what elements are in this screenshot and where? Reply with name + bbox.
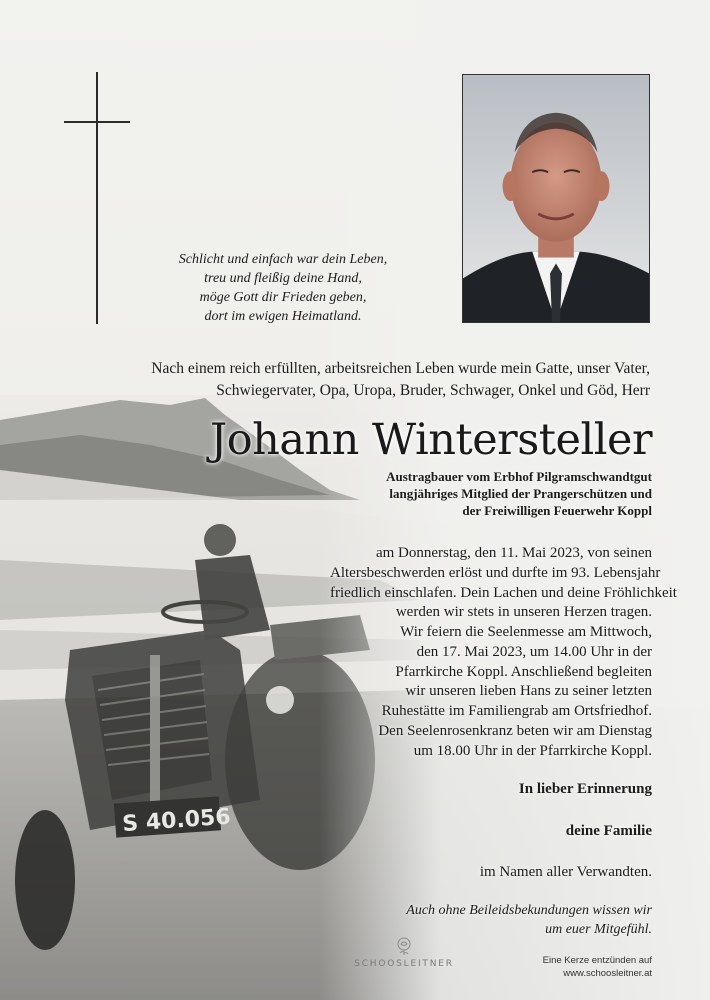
intro-text — [130, 358, 650, 402]
intro-line: Schwiegervater, Opa, Uropa, Bruder, Schwager, Onkel und Göd, Herr — [216, 382, 650, 399]
condolence-note — [330, 901, 652, 939]
poem-line: Schlicht und einfach war dein Leben, — [178, 252, 388, 267]
death-paragraph — [330, 544, 677, 623]
website-link[interactable]: www.schoosleitner.at — [563, 967, 652, 979]
cross-symbol — [64, 72, 130, 324]
candle-link[interactable] — [480, 955, 652, 980]
paragraph-line: am Donnerstag, den 11. Mai 2023, von seinen — [375, 545, 652, 561]
rose-icon — [394, 936, 414, 956]
family-line: deine Familie — [565, 823, 652, 839]
poem-line: treu und fleißig deine Hand, — [204, 271, 362, 286]
role-line: der Freiwilligen Feuerwehr Koppl — [462, 503, 652, 518]
funeral-paragraph — [330, 623, 652, 722]
note-line: Auch ohne Beileidsbekundungen wissen wir — [406, 903, 652, 918]
candle-line: Eine Kerze entzünden auf — [542, 955, 652, 966]
paragraph-line: Pfarrkirche Koppl. Anschließend begleiten — [395, 663, 652, 680]
poem — [148, 250, 418, 326]
portrait-photo — [462, 74, 650, 323]
paragraph-line: um 18.00 Uhr in der Pfarrkirche Koppl. — [413, 742, 652, 759]
paragraph-line: den 17. Mai 2023, um 14.00 Uhr in der — [416, 643, 652, 660]
funeral-home-logo — [352, 936, 456, 969]
rosary-paragraph — [330, 722, 652, 762]
paragraph-line: friedlich einschlafen. Dein Lachen und deine Fröhlichkeit — [330, 584, 677, 601]
poem-line: dort im ewigen Heimatland. — [204, 309, 362, 324]
logo-text: SCHOOSLEITNER — [354, 959, 454, 969]
paragraph-line: Altersbeschwerden erlöst und durfte im 93. Lebensjahr — [330, 564, 661, 581]
paragraph-line: Wir feiern die Seelenmesse am Mittwoch, — [400, 624, 652, 640]
paragraph-line: Den Seelenrosenkranz beten wir am Dienstag — [378, 723, 652, 739]
poem-line: möge Gott dir Frieden geben, — [199, 290, 367, 305]
paragraph-line: Ruhestätte im Familiengrab am Ortsfriedhof. — [381, 703, 652, 720]
note-line: um euer Mitgefühl. — [545, 922, 652, 937]
paragraph-line: werden wir stets in unseren Herzen tragen. — [395, 604, 652, 621]
relatives-line: im Namen aller Verwandten. — [479, 864, 652, 880]
memory-line: In lieber Erinnerung — [518, 781, 652, 797]
paragraph-line: wir unseren lieben Hans zu seiner letzten — [405, 683, 652, 700]
role-line: langjähriges Mitglied der Prangerschützen und — [389, 486, 652, 501]
role-line: Austragbauer vom Erbhof Pilgramschwandtgut — [386, 469, 652, 484]
intro-line: Nach einem reich erfüllten, arbeitsreichen Leben wurde mein Gatte, unser Vater, — [151, 360, 650, 377]
deceased-roles — [300, 468, 652, 519]
deceased-name: Johann Wintersteller — [210, 415, 652, 465]
